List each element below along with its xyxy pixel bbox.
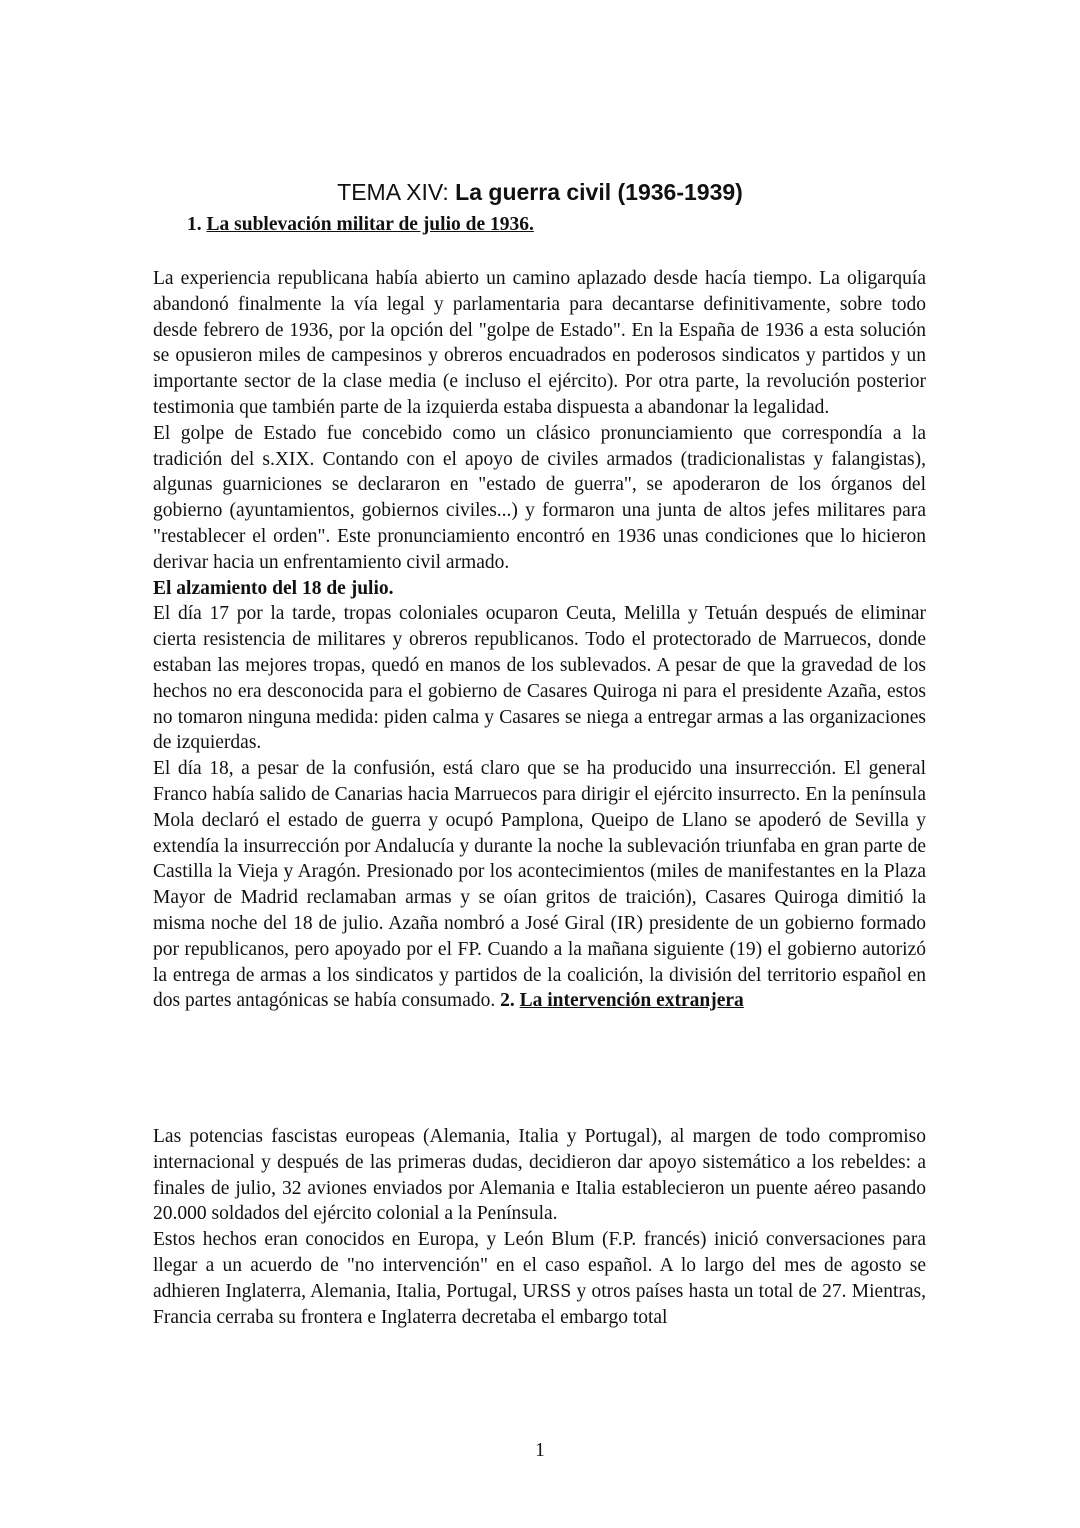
title-prefix: TEMA XIV: [337,179,449,205]
paragraph: La experiencia republicana había abierto un camino aplazado desde hacía tiempo. La oligarquía abandonó finalmente la vía legal y parlamentaria para decantarse definitivamente, sobre todo desde febrero de 1936, por la opción del "golpe de Estado". En la España de 1936 a esta solución se opusieron miles de campesinos y obreros encuadrados en poderosos sindicatos y partidos y un importante sector de la clase media (e incluso el ejército). Por otra parte, la revolución posterior testimonia que también parte de la izquierda estaba dispuesta a abandonar la legalidad. [153,268,926,418]
title-main: La guerra civil (1936-1939) [455,179,743,205]
document-title [0,176,1080,208]
paragraph-with-inline-heading [153,756,926,1014]
section-1-body [153,266,926,1014]
paragraph-text: El día 18, a pesar de la confusión, está claro que se ha producido una insurrección. El general Franco había salido de Canarias hacia Marruecos para dirigir el ejército insurrecto. En la península Mola declaró el estado de guerra y ocupó Pamplona, Queipo de Llano se apoderó de Sevilla y extendía la insurrección por Andalucía y durante la noche la sublevación triunfaba en gran parte de Castilla la Vieja y Aragón. Presionado por los acontecimientos (miles de manifestantes en la Plaza Mayor de Madrid reclamaban armas y se oían gritos de traición), Casares Quiroga dimitió la misma noche del 18 de julio. Azaña nombró a José Giral (IR) presidente de un gobierno formado por republicanos, pero apoyado por el FP. Cuando a la mañana siguiente (19) el gobierno autorizó la entrega de armas a los sindicatos y partidos de la coalición, la división del territorio español en dos partes antagónicas se había consumado. [153,758,926,1012]
subheading-alzamiento: El alzamiento del 18 de julio. [153,577,394,599]
paragraph: El golpe de Estado fue concebido como un clásico pronunciamiento que correspondía a la tradición del s.XIX. Contando con el apoyo de civiles armados (tradicionalistas y falangistas), algunas guarniciones se declararon en "estado de guerra", se apoderaron de los órganos del gobierno (ayuntamientos, gobiernos civiles...) y formaron una junta de altos jefes militares para "restablecer el orden". Este pronunciamiento encontró en 1936 unas condiciones que lo hicieron derivar hacia un enfrentamiento civil armado. [153,422,926,573]
paragraph: El día 17 por la tarde, tropas coloniales ocuparon Ceuta, Melilla y Tetuán después de eliminar cierta resistencia de militares y obreros republicanos. Todo el protectorado de Marruecos, donde estaban las mejores tropas, quedó en manos de los sublevados. A pesar de que la gravedad de los hechos no era desconocida para el gobierno de Casares Quiroga ni para el presidente Azaña, estos no tomaron ninguna medida: piden calma y Casares se niega a entregar armas a las organizaciones de izquierdas. [153,603,926,754]
section-1-heading-text: La sublevación militar de julio de 1936. [206,214,534,235]
paragraph: Las potencias fascistas europeas (Alemania, Italia y Portugal), al margen de todo compromiso internacional y después de las primeras dudas, decidieron dar apoyo sistemático a los rebeldes: a finales de julio, 32 aviones enviados por Alemania e Italia establecieron un puente aéreo pasando 20.000 soldados del ejército colonial a la Península. [153,1126,926,1225]
section-1-heading [187,212,534,238]
section-1-number: 1. [187,214,202,235]
section-2-number: 2. [500,990,515,1012]
section-2-body [153,1124,926,1330]
section-2-heading: La intervención extranjera [519,990,744,1012]
paragraph: Estos hechos eran conocidos en Europa, y León Blum (F.P. francés) inició conversaciones para llegar a un acuerdo de "no intervención" en el caso español. A lo largo del mes de agosto se adhieren Inglaterra, Alemania, Italia, Portugal, URSS y otros países hasta un total de 27. Mientras, Francia cerraba su frontera e Inglaterra decretaba el embargo total [153,1229,926,1328]
page-number: 1 [535,1440,545,1461]
